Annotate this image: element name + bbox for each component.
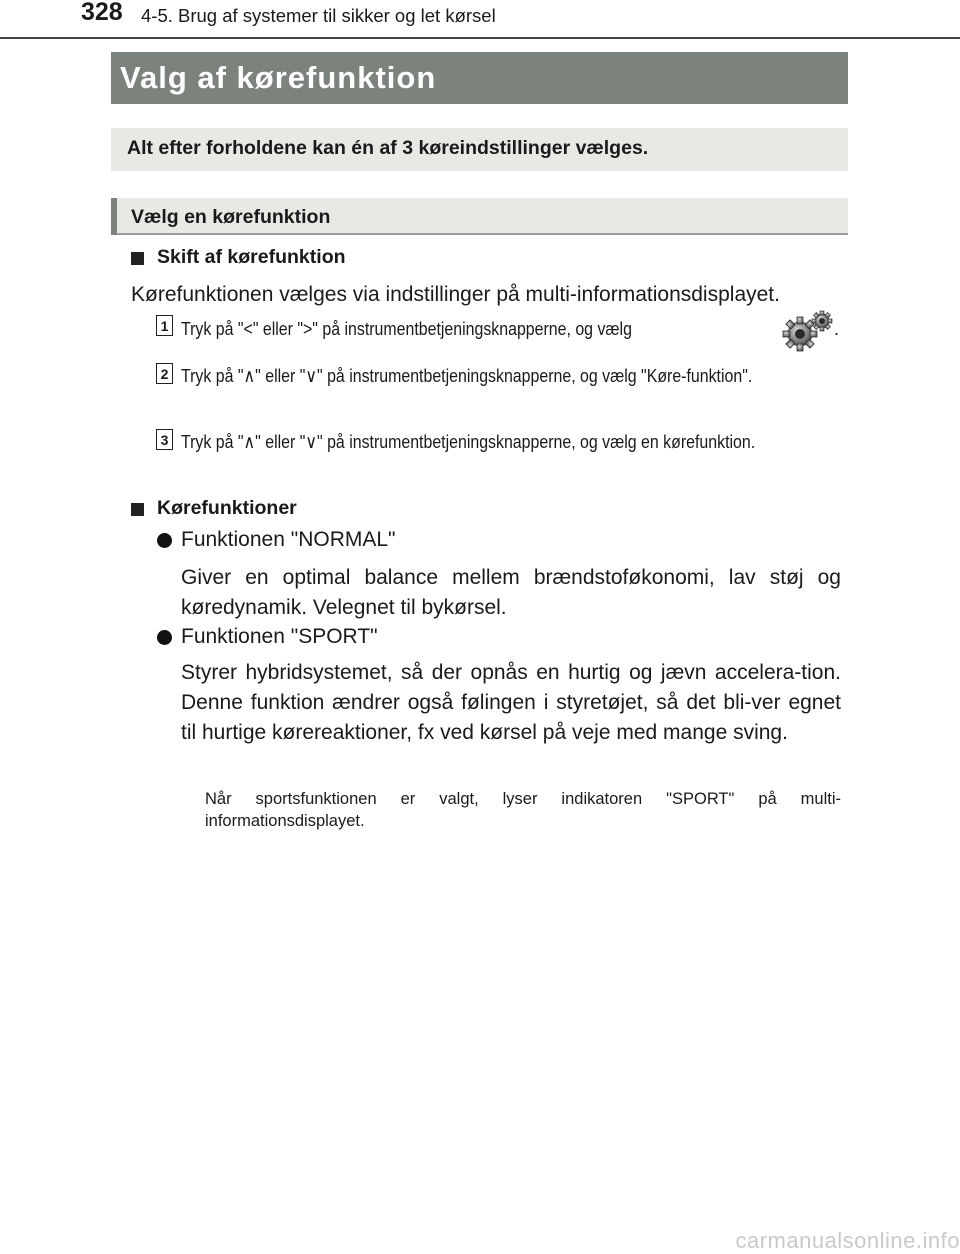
watermark: carmanualsonline.info (735, 1228, 960, 1253)
circle-bullet-icon (157, 630, 172, 645)
section-heading: Vælg en kørefunktion (131, 206, 331, 228)
step-number-1: 1 (156, 315, 173, 336)
gear-icon (778, 308, 836, 354)
modes-heading: Kørefunktioner (157, 497, 297, 519)
step-3-text: Tryk på "∧" eller "∨" på instrumentbetjeningsknapperne, og vælg en kørefunktion. (181, 431, 756, 452)
step-number-3: 3 (156, 429, 173, 450)
sport-note: Når sportsfunktionen er valgt, lyser indikatoren "SPORT" på multi-informationsdisplayet. (205, 790, 841, 830)
mode-sport-label: Funktionen "SPORT" (181, 625, 378, 648)
header-divider (0, 37, 960, 39)
circle-bullet-icon (157, 533, 172, 548)
mode-sport-desc: Styrer hybridsystemet, så der opnås en hurtig og jævn accelera-tion. Denne funktion ændrer også følingen i styretøjet, så det bli-ver egnet til hurtige kørereaktioner, fx ved kørsel på veje med mange sving. (181, 661, 841, 744)
switch-heading: Skift af kørefunktion (157, 246, 346, 268)
square-bullet-icon (131, 252, 144, 265)
step-1-text: Tryk på "<" eller ">" på instrumentbetjeningsknapperne, og vælg (181, 318, 632, 339)
intro-text: Alt efter forholdene kan én af 3 køreindstillinger vælges. (127, 137, 649, 159)
switch-body: Kørefunktionen vælges via indstillinger på multi-informationsdisplayet. (131, 283, 780, 306)
page-title: Valg af kørefunktion (120, 60, 437, 95)
mode-normal-desc: Giver en optimal balance mellem brændstoføkonomi, lav støj og køredynamik. Velegnet til bykørsel. (181, 566, 841, 619)
chapter-title: 4-5. Brug af systemer til sikker og let kørsel (141, 5, 496, 26)
step-2-text: Tryk på "∧" eller "∨" på instrumentbetjeningsknapperne, og vælg "Køre-funktion". (181, 365, 753, 386)
page-number: 328 (81, 0, 123, 26)
section-accent (111, 198, 117, 235)
step-1-period: . (834, 318, 840, 339)
square-bullet-icon (131, 503, 144, 516)
step-number-2: 2 (156, 363, 173, 384)
mode-normal-label: Funktionen "NORMAL" (181, 528, 396, 551)
